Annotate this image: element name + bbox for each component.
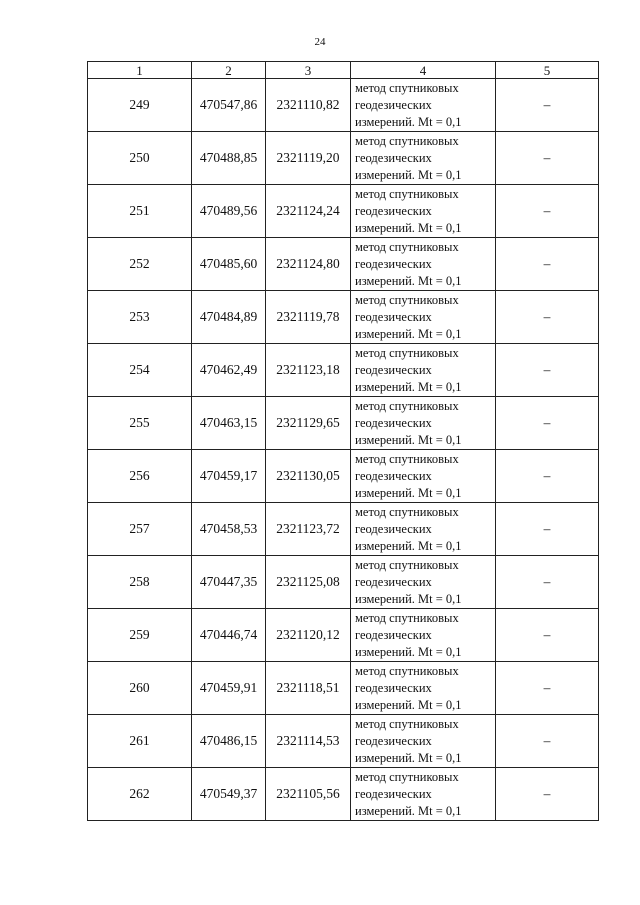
column-header: 5: [496, 62, 599, 79]
method-line: метод спутниковых: [355, 292, 459, 307]
y-coordinate-cell: 2321124,80: [266, 238, 351, 291]
method-cell: [351, 609, 496, 662]
method-line: геодезических: [355, 203, 432, 218]
point-number-cell: 260: [88, 662, 192, 715]
method-line: геодезических: [355, 97, 432, 112]
y-coordinate-cell: 2321105,56: [266, 768, 351, 821]
y-coordinate-cell: 2321118,51: [266, 662, 351, 715]
method-line: геодезических: [355, 574, 432, 589]
method-cell: [351, 450, 496, 503]
note-cell: –: [496, 662, 599, 715]
method-line: измерений. Mt = 0,1: [355, 432, 462, 447]
method-line: измерений. Mt = 0,1: [355, 273, 462, 288]
y-coordinate-cell: 2321124,24: [266, 185, 351, 238]
point-number-cell: 259: [88, 609, 192, 662]
method-line: геодезических: [355, 468, 432, 483]
point-number-cell: 261: [88, 715, 192, 768]
x-coordinate-cell: 470458,53: [192, 503, 266, 556]
method-line: метод спутниковых: [355, 504, 459, 519]
y-coordinate-cell: 2321120,12: [266, 609, 351, 662]
column-header: 4: [351, 62, 496, 79]
y-coordinate-cell: 2321129,65: [266, 397, 351, 450]
table-body: [88, 79, 599, 821]
method-line: измерений. Mt = 0,1: [355, 485, 462, 500]
point-number-cell: 256: [88, 450, 192, 503]
note-cell: –: [496, 344, 599, 397]
method-line: геодезических: [355, 256, 432, 271]
method-line: измерений. Mt = 0,1: [355, 750, 462, 765]
note-cell: –: [496, 450, 599, 503]
x-coordinate-cell: 470547,86: [192, 79, 266, 132]
y-coordinate-cell: 2321123,18: [266, 344, 351, 397]
coordinates-table: [87, 61, 599, 821]
table-row: [88, 397, 599, 450]
table-row: [88, 556, 599, 609]
method-line: метод спутниковых: [355, 769, 459, 784]
method-cell: [351, 662, 496, 715]
method-line: измерений. Mt = 0,1: [355, 538, 462, 553]
x-coordinate-cell: 470549,37: [192, 768, 266, 821]
method-line: измерений. Mt = 0,1: [355, 326, 462, 341]
y-coordinate-cell: 2321114,53: [266, 715, 351, 768]
x-coordinate-cell: 470447,35: [192, 556, 266, 609]
method-line: измерений. Mt = 0,1: [355, 803, 462, 818]
point-number-cell: 253: [88, 291, 192, 344]
page-number: 24: [314, 36, 326, 48]
method-cell: [351, 79, 496, 132]
point-number-cell: 255: [88, 397, 192, 450]
point-number-cell: 258: [88, 556, 192, 609]
method-cell: [351, 556, 496, 609]
method-cell: [351, 768, 496, 821]
point-number-cell: 262: [88, 768, 192, 821]
method-cell: [351, 503, 496, 556]
x-coordinate-cell: 470486,15: [192, 715, 266, 768]
point-number-cell: 252: [88, 238, 192, 291]
note-cell: –: [496, 768, 599, 821]
y-coordinate-cell: 2321110,82: [266, 79, 351, 132]
point-number-cell: 254: [88, 344, 192, 397]
method-line: геодезических: [355, 680, 432, 695]
method-line: геодезических: [355, 362, 432, 377]
column-header: 3: [266, 62, 351, 79]
column-header: 2: [192, 62, 266, 79]
method-line: метод спутниковых: [355, 716, 459, 731]
method-line: геодезических: [355, 627, 432, 642]
method-cell: [351, 344, 496, 397]
table-row: [88, 291, 599, 344]
note-cell: –: [496, 79, 599, 132]
method-line: метод спутниковых: [355, 133, 459, 148]
table-row: [88, 768, 599, 821]
method-line: метод спутниковых: [355, 345, 459, 360]
method-cell: [351, 185, 496, 238]
note-cell: –: [496, 715, 599, 768]
table-row: [88, 132, 599, 185]
table-row: [88, 503, 599, 556]
method-line: измерений. Mt = 0,1: [355, 114, 462, 129]
x-coordinate-cell: 470485,60: [192, 238, 266, 291]
table-row: [88, 609, 599, 662]
note-cell: –: [496, 238, 599, 291]
method-line: геодезических: [355, 521, 432, 536]
method-cell: [351, 238, 496, 291]
method-line: измерений. Mt = 0,1: [355, 220, 462, 235]
method-line: измерений. Mt = 0,1: [355, 379, 462, 394]
point-number-cell: 249: [88, 79, 192, 132]
method-line: геодезических: [355, 309, 432, 324]
table-row: [88, 450, 599, 503]
note-cell: –: [496, 291, 599, 344]
method-line: метод спутниковых: [355, 557, 459, 572]
method-line: геодезических: [355, 786, 432, 801]
x-coordinate-cell: 470446,74: [192, 609, 266, 662]
table-row: [88, 185, 599, 238]
note-cell: –: [496, 185, 599, 238]
method-line: метод спутниковых: [355, 663, 459, 678]
note-cell: –: [496, 503, 599, 556]
point-number-cell: 251: [88, 185, 192, 238]
y-coordinate-cell: 2321130,05: [266, 450, 351, 503]
x-coordinate-cell: 470459,91: [192, 662, 266, 715]
y-coordinate-cell: 2321119,20: [266, 132, 351, 185]
method-cell: [351, 715, 496, 768]
method-cell: [351, 291, 496, 344]
method-cell: [351, 397, 496, 450]
x-coordinate-cell: 470489,56: [192, 185, 266, 238]
method-line: измерений. Mt = 0,1: [355, 644, 462, 659]
column-header: 1: [88, 62, 192, 79]
y-coordinate-cell: 2321119,78: [266, 291, 351, 344]
note-cell: –: [496, 397, 599, 450]
y-coordinate-cell: 2321125,08: [266, 556, 351, 609]
note-cell: –: [496, 132, 599, 185]
table-row: [88, 715, 599, 768]
table-row: [88, 662, 599, 715]
note-cell: –: [496, 609, 599, 662]
method-line: измерений. Mt = 0,1: [355, 167, 462, 182]
x-coordinate-cell: 470463,15: [192, 397, 266, 450]
x-coordinate-cell: 470459,17: [192, 450, 266, 503]
method-line: метод спутниковых: [355, 610, 459, 625]
x-coordinate-cell: 470484,89: [192, 291, 266, 344]
method-line: геодезических: [355, 733, 432, 748]
method-line: метод спутниковых: [355, 186, 459, 201]
table-row: [88, 79, 599, 132]
method-line: измерений. Mt = 0,1: [355, 697, 462, 712]
method-line: метод спутниковых: [355, 80, 459, 95]
method-line: геодезических: [355, 150, 432, 165]
y-coordinate-cell: 2321123,72: [266, 503, 351, 556]
method-line: метод спутниковых: [355, 451, 459, 466]
method-cell: [351, 132, 496, 185]
method-line: измерений. Mt = 0,1: [355, 591, 462, 606]
point-number-cell: 257: [88, 503, 192, 556]
method-line: метод спутниковых: [355, 239, 459, 254]
note-cell: –: [496, 556, 599, 609]
table-header-row: [88, 62, 599, 79]
x-coordinate-cell: 470462,49: [192, 344, 266, 397]
point-number-cell: 250: [88, 132, 192, 185]
table-row: [88, 238, 599, 291]
method-line: геодезических: [355, 415, 432, 430]
method-line: метод спутниковых: [355, 398, 459, 413]
table-row: [88, 344, 599, 397]
x-coordinate-cell: 470488,85: [192, 132, 266, 185]
